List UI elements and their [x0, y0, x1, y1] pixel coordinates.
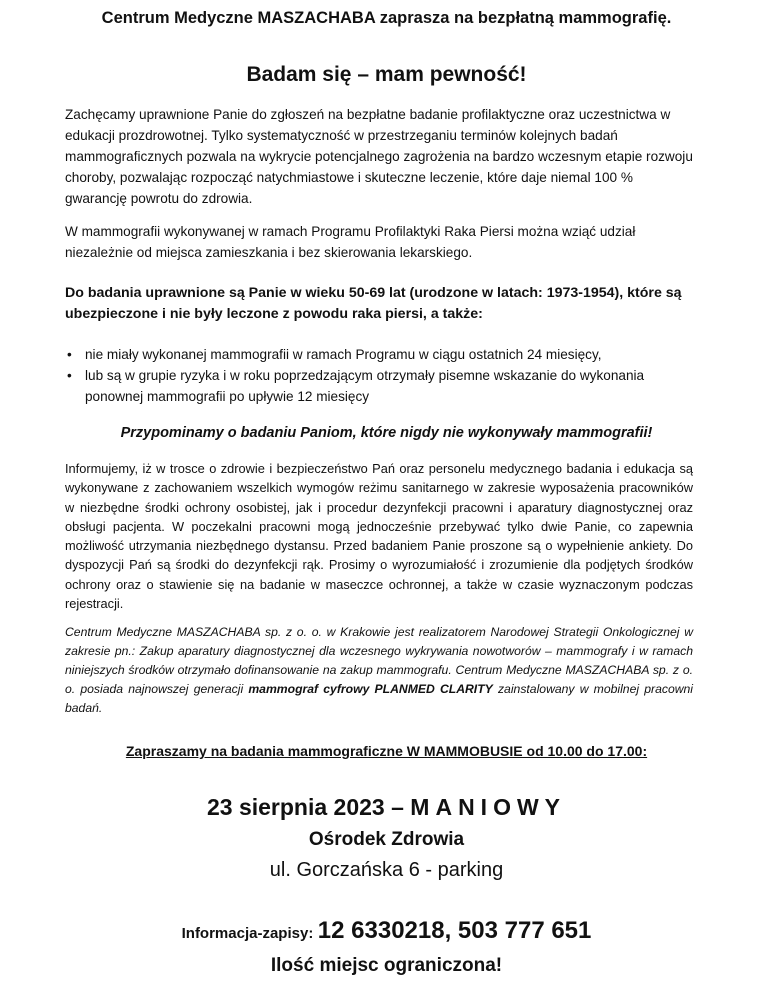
funding-text: Centrum Medyczne MASZACHABA sp. z o. o. w Krakowie jest realizatorem Narodowej Strategii Onkologicznej w zakresie pn.: Zakup aparatury diagnostycznej dla wczesnego wykrywania nowotworów – mammografy i w ramach niniejszych środków otrzymało dofinansowanie na zakup mammografu. Centrum Medyczne MASZACHABA sp. z o. o. posiada najnowszej generacji [65, 625, 693, 696]
headline: Badam się – mam pewność! [246, 63, 527, 86]
contact-line [0, 917, 773, 945]
invite-line: Zapraszamy na badania mammograficzne W MAMMOBUSIE od 10.00 do 17.00: [125, 743, 648, 759]
eligibility-list [65, 344, 705, 407]
list-item-text: lub są w grupie ryzyka i w roku poprzedzającym otrzymały pisemne wskazanie do wykonania ponownej mammografii po upływie 12 miesięcy [85, 368, 645, 404]
intro-paragraph: Zachęcamy uprawnione Panie do zgłoszeń na bezpłatne badanie profilaktyczne oraz uczestnictwa w edukacji prozdrowotnej. Tylko systematyczność w przestrzeganiu terminów kolejnych badań mammograficznych pozwala na wykrycie potencjalnego zagrożenia na bardzo wczesnym etapie rozwoju choroby, pozwalając rozpocząć natychmiastowe i skuteczne leczenie, które daje niemal 100 % gwarancję powrotu do zdrowia. [65, 107, 693, 206]
funding-note [65, 623, 693, 718]
list-item-text: nie miały wykonanej mammografii w ramach Programu w ciągu ostatnich 24 miesięcy, [85, 347, 602, 362]
program-paragraph: W mammografii wykonywanej w ramach Programu Profilaktyki Raka Piersi można wziąć udział niezależnie od miejsca zamieszkania i bez skierowania lekarskiego. [65, 224, 636, 260]
eligibility-statement: Do badania uprawnione są Panie w wieku 50-69 lat (urodzone w latach: 1973-1954), które są ubezpieczone i nie były leczone z powodu raka piersi, a także: [65, 285, 682, 322]
event-venue: Ośrodek Zdrowia [308, 829, 465, 850]
bullet-icon: • [67, 347, 72, 362]
event-date: 23 sierpnia 2023 – [206, 794, 404, 820]
funding-text-end: zainstalowany w mobilnej pracowni badań. [65, 682, 694, 715]
contact-phones: 12 6330218, 503 777 651 [317, 917, 592, 944]
contact-label: Informacja-zapisy: [181, 925, 314, 942]
event-address: ul. Gorczańska 6 - parking [269, 859, 504, 881]
event-date-line [0, 794, 773, 821]
limited-places-notice: Ilość miejsc ograniczona! [270, 955, 503, 976]
list-item [65, 365, 705, 407]
device-name: mammograf cyfrowy PLANMED CLARITY [248, 682, 493, 696]
reminder-line: Przypominamy o badaniu Paniom, które nigdy nie wykonywały mammografii! [120, 425, 653, 441]
bullet-icon: • [67, 368, 72, 383]
header-invitation: Centrum Medyczne MASZACHABA zaprasza na bezpłatną mammografię. [101, 9, 672, 27]
event-place: MANIOWY [410, 794, 567, 820]
safety-paragraph: Informujemy, iż w trosce o zdrowie i bezpieczeństwo Pań oraz personelu medycznego badania i edukacja są wykonywane z zachowaniem wszelkich wymogów reżimu sanitarnego w zakresie wyposażenia pracowników w niezbędne środki ochrony osobistej, jak i procedur dezynfekcji pracowni i aparatury diagnostycznej oraz obsługi pacjenta. W poczekalni pracowni mogą jednocześnie przebywać tylko dwie Panie, co zapewnia możliwość utrzymania niezbędnego dystansu. Przed badaniem Panie proszone są o wypełnienie ankiety. Do dyspozycji Pań są środki do dezynfekcji rąk. Prosimy o wyrozumiałość i zrozumienie dla podjętych środków ochrony oraz o stawienie się na badanie w maseczce ochronnej, a także w czasie wyznaczonym podczas rejestracji. [65, 461, 693, 612]
list-item [65, 344, 705, 365]
